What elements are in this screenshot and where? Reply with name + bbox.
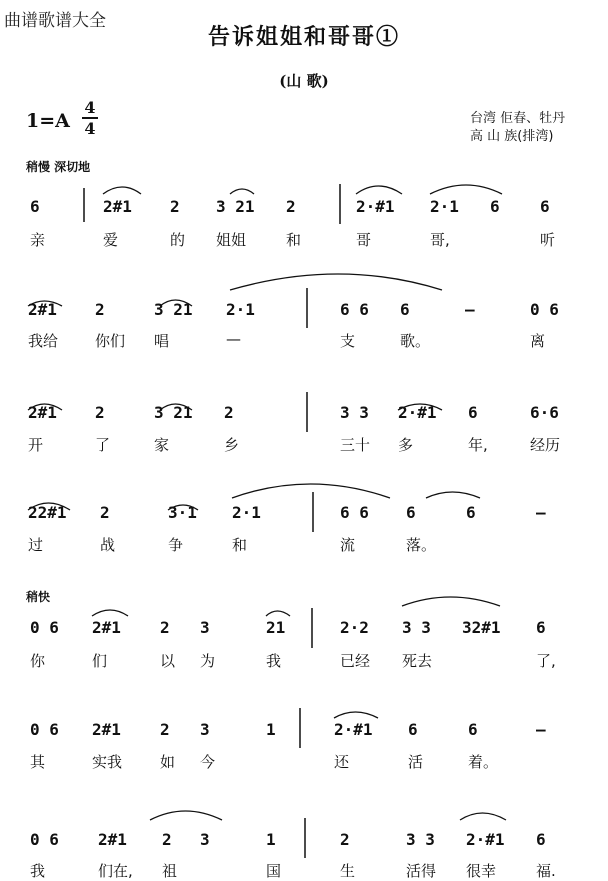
note-group: 3 21: [154, 403, 193, 422]
lyric-syllable: 你: [30, 652, 46, 670]
slur: [103, 187, 141, 194]
lyric-syllable: 们在,: [98, 862, 133, 880]
lyric-syllable: 了,: [536, 652, 556, 670]
slur: [430, 185, 502, 194]
time-signature-bottom: 4: [84, 119, 96, 138]
note-group: 2·1: [232, 503, 261, 522]
slur: [398, 404, 442, 410]
slur: [232, 484, 390, 498]
lyric-syllable: 经历: [530, 436, 561, 454]
note-group: 21: [266, 618, 286, 637]
lyric-syllable: 还: [334, 753, 350, 771]
slur: [28, 404, 62, 410]
note-group: 3·1: [168, 503, 197, 522]
slur: [150, 811, 222, 820]
credit-line-1: 台湾 佢春、牡丹: [470, 111, 566, 126]
lyric-syllable: 们: [92, 652, 108, 670]
note-group: 2: [160, 720, 170, 739]
note-group: –: [465, 300, 475, 319]
lyric-syllable: 为: [200, 652, 216, 670]
lyric-syllable: 乡: [224, 436, 240, 454]
lyric-syllable: 三十: [340, 436, 371, 454]
note-group: 2·1: [226, 300, 255, 319]
note-group: 3: [200, 618, 210, 637]
lyric-syllable: 活得: [406, 862, 437, 880]
slur: [334, 712, 378, 718]
note-group: 2#1: [92, 618, 121, 637]
note-group: 6: [466, 503, 476, 522]
note-group: 1: [266, 720, 276, 739]
slur: [460, 813, 506, 820]
lyric-syllable: 其: [30, 753, 46, 771]
lyric-syllable: 听: [540, 231, 556, 249]
lyric-syllable: 我: [30, 862, 46, 880]
note-group: 3 3: [406, 830, 435, 849]
lyric-syllable: 如: [160, 753, 176, 771]
lyric-syllable: 以: [160, 652, 176, 670]
note-group: 2#1: [28, 300, 57, 319]
note-group: 2#1: [103, 197, 132, 216]
note-group: 2: [95, 300, 105, 319]
credit-line-2: 高 山 族(排湾): [470, 129, 554, 144]
note-group: 2#1: [92, 720, 121, 739]
lyric-syllable: 已经: [340, 652, 371, 670]
lyric-syllable: 姐姐: [216, 231, 247, 249]
lyric-syllable: 哥: [356, 231, 372, 249]
note-group: 3: [200, 720, 210, 739]
lyric-syllable: 过: [28, 536, 44, 554]
note-group: 0 6: [30, 720, 59, 739]
note-group: 6: [536, 830, 546, 849]
lyric-syllable: 落。: [406, 536, 437, 554]
note-group: 6: [536, 618, 546, 637]
note-group: 0 6: [530, 300, 559, 319]
slur: [28, 503, 70, 510]
note-group: 3: [200, 830, 210, 849]
lyric-syllable: 亲: [30, 231, 46, 249]
note-group: 3 3: [402, 618, 431, 637]
note-group: 2·#1: [398, 403, 437, 422]
lyric-syllable: 支: [340, 332, 356, 350]
watermark: 曲谱歌谱大全: [4, 11, 106, 31]
note-group: 6 6: [340, 300, 369, 319]
lyric-syllable: 活: [408, 753, 424, 771]
song-title: 告诉姐姐和哥哥①: [207, 24, 400, 50]
note-group: 2·1: [430, 197, 459, 216]
song-subtitle: (山 歌): [279, 72, 329, 90]
lyric-syllable: 年,: [468, 436, 488, 454]
tempo-marking-fast: 稍快: [26, 590, 51, 604]
note-group: 6: [490, 197, 500, 216]
note-group: 2: [170, 197, 180, 216]
note-group: 2: [100, 503, 110, 522]
lyric-syllable: 开: [28, 436, 44, 454]
lyric-syllable: 和: [232, 536, 248, 554]
lyric-syllable: 爱: [103, 231, 119, 249]
slur: [426, 492, 480, 498]
note-group: 2·#1: [334, 720, 373, 739]
note-group: 2: [340, 830, 350, 849]
note-group: 6·6: [530, 403, 559, 422]
lyric-syllable: 战: [100, 536, 116, 554]
note-group: 0 6: [30, 830, 59, 849]
note-group: 6: [468, 720, 478, 739]
lyric-syllable: 流: [340, 536, 356, 554]
note-group: –: [536, 720, 546, 739]
slur: [402, 597, 500, 606]
lyric-syllable: 死去: [402, 652, 433, 670]
slur: [230, 274, 442, 290]
note-group: 2: [95, 403, 105, 422]
lyric-syllable: 祖: [162, 862, 178, 880]
note-group: 2·#1: [466, 830, 505, 849]
lyric-syllable: 我: [266, 652, 282, 670]
lyric-syllable: 和: [286, 231, 302, 249]
lyric-syllable: 多: [398, 436, 414, 454]
note-group: 2: [160, 618, 170, 637]
lyric-syllable: 了: [95, 436, 111, 454]
note-group: 6: [408, 720, 418, 739]
lyric-syllable: 今: [200, 753, 216, 771]
note-group: 2#1: [28, 403, 57, 422]
note-group: 6 6: [340, 503, 369, 522]
lyric-syllable: 家: [154, 436, 170, 454]
lyric-syllable: 实我: [92, 753, 123, 771]
lyric-syllable: 歌。: [400, 332, 431, 350]
slur: [230, 189, 254, 194]
note-group: 2: [286, 197, 296, 216]
note-group: 32#1: [462, 618, 501, 637]
lyric-syllable: 着。: [468, 753, 499, 771]
note-group: 3 3: [340, 403, 369, 422]
note-group: 3 21: [216, 197, 255, 216]
lyric-syllable: 福.: [536, 862, 556, 880]
slur: [266, 611, 290, 616]
note-group: 3 21: [154, 300, 193, 319]
lyric-syllable: 争: [168, 536, 184, 554]
lyric-syllable: 你们: [95, 332, 126, 350]
slur: [168, 505, 198, 510]
note-group: 22#1: [28, 503, 67, 522]
lyric-syllable: 唱: [154, 332, 170, 350]
time-signature-top: 4: [84, 98, 96, 117]
lyric-syllable: 的: [170, 231, 186, 249]
note-group: 6: [400, 300, 410, 319]
lyric-syllable: 生: [340, 862, 356, 880]
slur: [28, 301, 62, 306]
slur: [92, 610, 128, 616]
lyric-syllable: —: [226, 330, 241, 348]
tempo-marking-slow: 稍慢 深切地: [26, 160, 91, 174]
lyric-syllable: 国: [266, 862, 282, 880]
slur: [160, 300, 192, 306]
note-group: 0 6: [30, 618, 59, 637]
lyric-syllable: 离: [530, 332, 546, 350]
lyric-syllable: 我给: [28, 332, 59, 350]
lyric-syllable: 很幸: [466, 862, 497, 880]
note-group: 2·2: [340, 618, 369, 637]
slur: [160, 404, 192, 410]
note-group: 6: [30, 197, 40, 216]
note-group: 2: [162, 830, 172, 849]
note-group: 2·#1: [356, 197, 395, 216]
key-signature: 1=A: [26, 110, 70, 132]
note-group: 2#1: [98, 830, 127, 849]
note-group: 2: [224, 403, 234, 422]
note-group: 1: [266, 830, 276, 849]
note-group: –: [536, 503, 546, 522]
note-group: 6: [406, 503, 416, 522]
slur: [356, 186, 402, 194]
lyric-syllable: 哥,: [430, 231, 450, 249]
note-group: 6: [468, 403, 478, 422]
note-group: 6: [540, 197, 550, 216]
